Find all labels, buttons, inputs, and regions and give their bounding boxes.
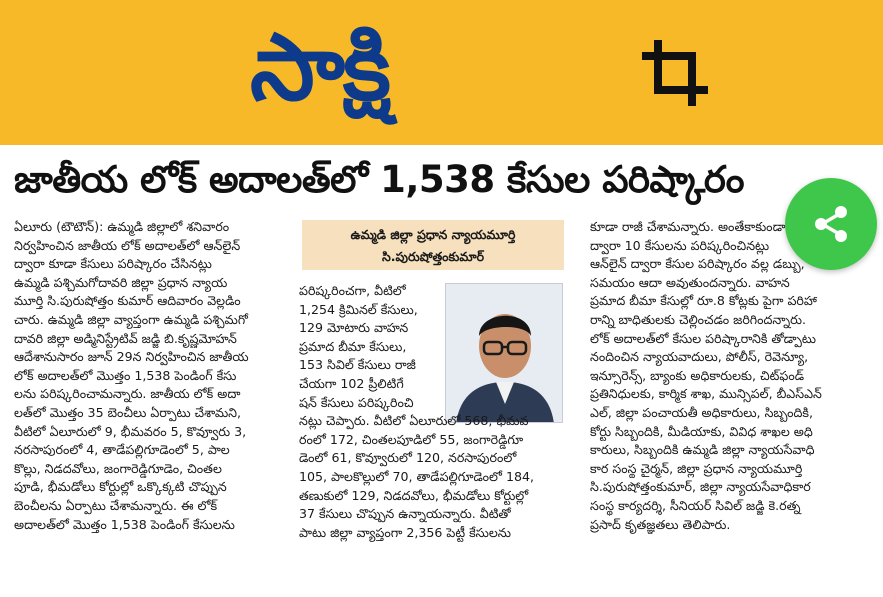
text-line: ఆన్‌లైన్ ద్వారా కేసుల పరిష్కారం వల్ల డబ్బు,	[590, 256, 805, 272]
text-line: కొల్లు, నిడదవోలు, జంగారెడ్డిగూడెం, చింతల	[14, 460, 222, 476]
text-line: డెంలో 61, కొవ్వూరులో 120, నరసాపురంలో	[299, 450, 517, 466]
text-line: కోర్టు సిబ్బందికి, మీడియాకు, వివిధ శాఖల అధి	[590, 423, 813, 439]
text-line: మూర్తి సి.పురుషోత్తం కుమార్ ఆదివారం వెల్లడిం	[14, 293, 241, 309]
text-line: నిర్వహించిన జాతీయ లోక్ అదాలత్‌లో ఆన్‌లైన్	[14, 237, 241, 253]
callout-name: సి.పురుషోత్తంకుమార్	[381, 249, 485, 264]
text-line: పూడి, భీమడోలు కోర్టుల్లో ఒక్కొక్కటి చొప్పున	[14, 479, 227, 495]
text-line: లత్‌లో మొత్తం 35 బెంచీలు ఏర్పాటు చేశామని,	[14, 404, 242, 420]
text-line: పరిష్కరించగా, వీటిలో	[299, 283, 406, 298]
text-line: సి.పురుషోత్తంకుమార్, జిల్లా న్యాయసేవాధికార	[590, 479, 811, 495]
text-line: సంస్థ కార్యదర్శి, సీనియర్ సివిల్ జడ్జి కె.రత్న	[590, 497, 801, 513]
text-line: కూడా రాజీ చేశామన్నారు. అంతేకాకుండా	[590, 219, 786, 234]
share-icon	[808, 201, 854, 247]
text-line: దావరి జిల్లా అడ్మినిస్ట్రేటివ్ జడ్జి బి.కృష్ణమోహన్	[14, 330, 237, 346]
masthead	[0, 0, 883, 145]
page-bottom-strip	[0, 578, 883, 597]
article-headline: జాతీయ లోక్ అదాలత్‌లో 1,538 కేసుల పరిష్కారం	[14, 158, 745, 201]
callout-title: ఉమ్మడి జిల్లా ప్రధాన న్యాయమూర్తి	[350, 227, 516, 242]
text-line: కార సంస్థ చైర్మన్, జిల్లా ప్రధాన న్యాయమూర్తి	[590, 460, 803, 476]
text-line: నందించిన న్యాయవాదులు, పోలీస్, రెవెన్యూ,	[590, 349, 809, 365]
text-line: వీటిలో ఏలూరులో 9, భీమవరం 5, కొవ్వూరు 3,	[14, 423, 247, 439]
text-line: 153 సివిల్ కేసులు రాజీ	[299, 357, 416, 373]
text-line: నరసాపురంలో 4, తాడేపల్లిగూడెంలో 5, పాల	[14, 442, 230, 458]
article-column-1	[14, 218, 290, 534]
text-line: కారులు, సిబ్బందికి ఉమ్మడి జిల్లా న్యాయసేవాధి	[590, 442, 815, 458]
text-line: రంలో 172, చింతలపూడిలో 55, జంగారెడ్డిగూ	[299, 431, 524, 447]
text-line: బెంచీలను ఏర్పాటు చేశామన్నారు. ఈ లోక్	[14, 497, 218, 513]
text-line: అదాలత్‌లో మొత్తం 1,538 పెండింగ్ కేసులను	[14, 516, 235, 532]
text-line: రాన్ని బాధితులకు చెల్లించడం జరిగిందన్నారు.	[590, 311, 806, 327]
text-line: 1,254 క్రిమినల్ కేసులు,	[299, 301, 418, 317]
text-line: తణుకులో 129, నిడదవోలు, భీమడోలు కోర్టుల్లో	[299, 487, 529, 503]
text-line: లోక్ అదాలత్‌లో కేసుల పరిష్కారానికి తోడ్పాటు	[590, 330, 816, 346]
text-line: ప్రమాద బీమా కేసులు,	[299, 338, 407, 354]
share-button[interactable]	[785, 178, 877, 270]
text-line: ప్రసాద్ కృతజ్ఞతలు తెలిపారు.	[590, 516, 731, 532]
text-line: లోక్ అదాలత్‌లో మొత్తం 1,538 పెండింగ్ కేసు	[14, 367, 237, 383]
text-line: ద్వారా 10 కేసులను పరిష్కరించినట్లు	[590, 237, 770, 253]
text-line: చారు. ఉమ్మడి జిల్లా వ్యాప్తంగా ఉమ్మడి పశ్చిమగో	[14, 311, 248, 327]
text-line: ద్వారా కూడా కేసులు పరిష్కారం చేసినట్లు	[14, 256, 212, 272]
sakshi-logo: సాక్షి	[250, 14, 389, 121]
article-column-2	[299, 282, 589, 542]
text-line: 37 కేసులు చొప్పున ఉన్నాయన్నారు. వీటితో	[299, 506, 511, 522]
text-line: ప్రమాద బీమా కేసుల్లో రూ.8 కోట్లకు పైగా పరిహా	[590, 293, 817, 309]
text-line: ఏలూరు (టౌటౌన్): ఉమ్మడి జిల్లాలో శనివారం	[14, 219, 230, 234]
text-line: నట్లు చెప్పారు. వీటిలో ఏలూరులో 568, భీమవ	[299, 413, 529, 429]
text-line: 129 మోటారు వాహన	[299, 320, 409, 336]
text-line: ఉమ్మడి పశ్చిమగోదావరి జిల్లా ప్రధాన న్యాయ	[14, 274, 228, 290]
text-line: చేయగా 102 ప్రీలిటిగే	[299, 375, 404, 391]
text-line: ఎల్, జిల్లా పంచాయతీ అధికారులు, సిబ్బందికి,	[590, 404, 814, 420]
text-line: 105, పాలకొల్లులో 70, తాడేపల్లిగూడెంలో 184,	[299, 468, 535, 484]
text-line: ప్రతినిధులకు, కార్మిక శాఖ, మున్సిపల్, బీఎస్ఎన్	[590, 386, 822, 402]
text-line: ఆదేశానుసారం జూన్ 29న నిర్వహించిన జాతీయ	[14, 349, 249, 365]
callout-box	[302, 220, 564, 270]
text-line: ఇన్సూరెన్స్, బ్యాంకు అధికారులకు, చిట్‌ఫండ్	[590, 367, 805, 383]
text-line: సమయం ఆదా అవుతుందన్నారు. వాహన	[590, 274, 790, 290]
text-line: పాటు జిల్లా వ్యాప్తంగా 2,356 పెట్టీ కేసులను	[299, 524, 512, 540]
crop-icon[interactable]	[640, 38, 710, 108]
text-line: లను పరిష్కరించామన్నారు. జాతీయ లోక్ అదా	[14, 386, 241, 402]
text-line: షన్ కేసులు పరిష్కరించి	[299, 394, 414, 410]
